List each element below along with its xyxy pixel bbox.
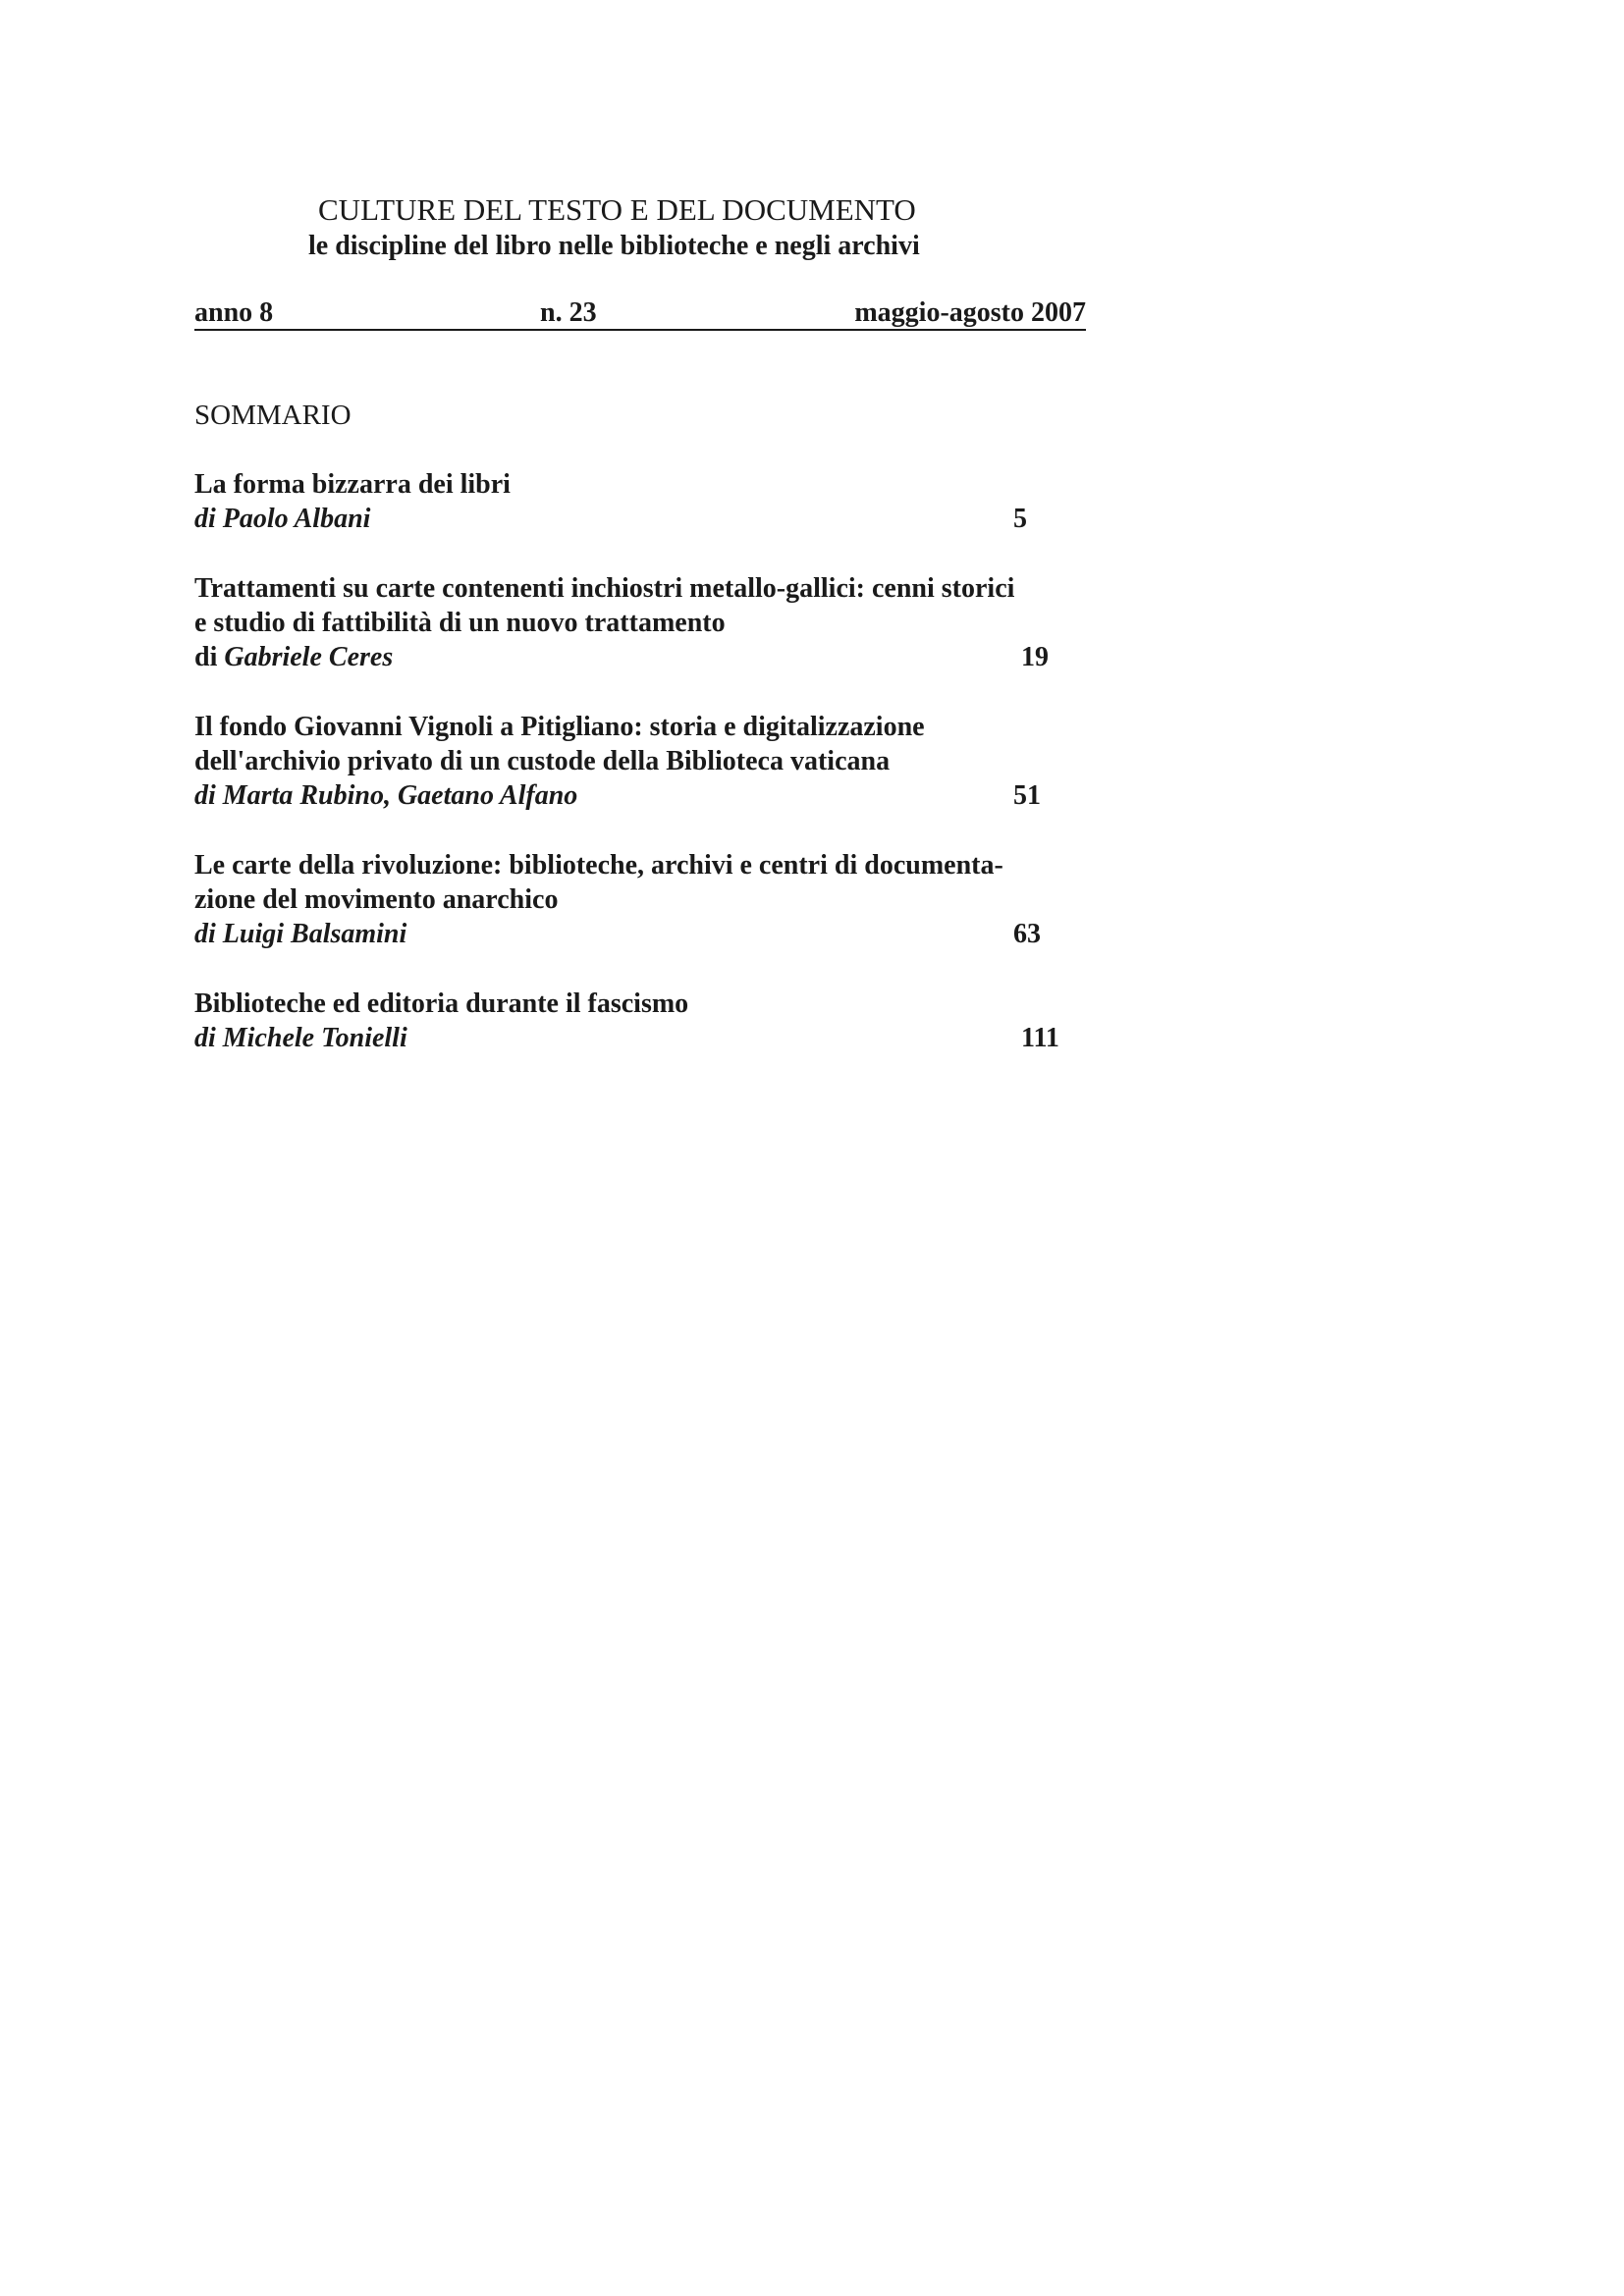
toc-entry-page: 51 — [1013, 780, 1041, 811]
toc-entry-author — [194, 1021, 407, 1055]
toc-entry-author-row — [194, 778, 1098, 813]
toc-entry-title — [194, 467, 1098, 502]
toc-entry-page: 111 — [1021, 1023, 1059, 1053]
toc-entry-author-name: Michele Tonielli — [222, 1023, 407, 1053]
table-of-contents — [194, 467, 1098, 1055]
toc-entry-page: 5 — [1013, 504, 1027, 534]
toc-entry — [194, 571, 1098, 674]
toc-entry — [194, 467, 1098, 536]
section-heading: SOMMARIO — [194, 400, 352, 431]
toc-entry-author-name: Luigi Balsamini — [222, 919, 407, 949]
issue-number: n. 23 — [540, 297, 597, 328]
toc-entry — [194, 848, 1098, 951]
toc-entry-title-line: Il fondo Giovanni Vignoli a Pitigliano: storia e digitalizzazione — [194, 712, 925, 742]
issue-underline — [194, 329, 1086, 331]
toc-entry-author-prefix: di — [194, 919, 223, 949]
toc-entry — [194, 987, 1098, 1055]
toc-entry-author-name: Marta Rubino, Gaetano Alfano — [222, 780, 578, 811]
toc-entry-title-line: e studio di fattibilità di un nuovo trattamento — [194, 608, 726, 638]
toc-entry-author-name: Gabriele Ceres — [224, 642, 394, 672]
issue-line — [194, 296, 1086, 332]
toc-entry-page: 19 — [1021, 642, 1049, 672]
toc-entry-author — [194, 778, 577, 813]
toc-entry-title-line: Trattamenti su carte contenenti inchiostri metallo-gallici: cenni storici — [194, 573, 1015, 604]
toc-entry-title — [194, 987, 1098, 1021]
toc-entry-author — [194, 640, 393, 674]
toc-entry-author-row — [194, 640, 1098, 674]
toc-entry-title-line: zione del movimento anarchico — [194, 884, 559, 915]
issue-date: maggio-agosto 2007 — [854, 297, 1086, 328]
toc-entry-author-prefix: di — [194, 1023, 223, 1053]
toc-entry-title-line: Biblioteche ed editoria durante il fascismo — [194, 988, 689, 1019]
toc-entry-page: 63 — [1013, 919, 1041, 949]
toc-entry-author — [194, 502, 370, 536]
issue-year: anno 8 — [194, 297, 274, 328]
toc-entry-author-prefix: di — [194, 780, 223, 811]
toc-entry-title — [194, 710, 1098, 778]
toc-entry-author-name: Paolo Albani — [222, 504, 371, 534]
toc-entry-title — [194, 571, 1098, 640]
toc-entry-author-prefix: di — [194, 504, 223, 534]
toc-entry-author-prefix: di — [194, 642, 225, 672]
toc-entry-title — [194, 848, 1098, 917]
toc-entry-title-line: La forma bizzarra dei libri — [194, 469, 511, 500]
toc-entry-title-line: dell'archivio privato di un custode della Biblioteca vaticana — [194, 746, 891, 776]
toc-entry-author-row — [194, 502, 1098, 536]
journal-subtitle: le discipline del libro nelle biblioteche e negli archivi — [308, 231, 920, 261]
toc-entry-author-row — [194, 1021, 1098, 1055]
toc-entry-author — [194, 917, 406, 951]
toc-entry — [194, 710, 1098, 813]
toc-entry-author-row — [194, 917, 1098, 951]
toc-entry-title-line: Le carte della rivoluzione: biblioteche, archivi e centri di documenta- — [194, 850, 1003, 881]
journal-title: CULTURE DEL TESTO E DEL DOCUMENTO — [318, 192, 916, 227]
